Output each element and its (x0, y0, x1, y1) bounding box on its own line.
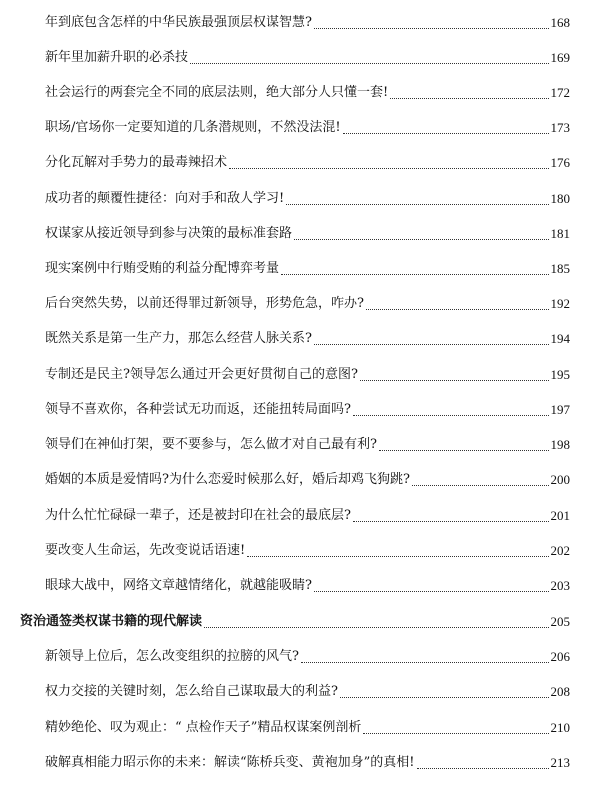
toc-entry[interactable] (45, 540, 570, 562)
toc-entry-page: 192 (550, 296, 570, 311)
toc-entry[interactable] (45, 505, 570, 527)
toc-entry-title: 分化瓦解对手势力的最毒辣招术 (45, 155, 228, 170)
toc-entry-page: 168 (550, 15, 570, 30)
toc-entry[interactable] (45, 328, 570, 350)
toc-entry-page: 197 (550, 402, 570, 417)
toc-entry-title: 社会运行的两套完全不同的底层法则，绝大部分人只懂一套! (45, 85, 389, 100)
toc-entry-page: 206 (550, 649, 570, 664)
toc-entry-title: 婚姻的本质是爱情吗?为什么恋爱时候那么好，婚后却鸡飞狗跳? (45, 472, 410, 487)
toc-entry-title: 年到底包含怎样的中华民族最强顶层权谋智慧? (45, 15, 312, 30)
toc-entry-title: 为什么忙忙碌碌一辈子，还是被封印在社会的最底层? (45, 508, 351, 523)
toc-entry-page: 203 (550, 578, 570, 593)
dot-leader (340, 697, 549, 698)
toc-entry-page: 194 (550, 331, 570, 346)
dot-leader (286, 204, 548, 205)
toc-entry-title: 既然关系是第一生产力，那怎么经营人脉关系? (45, 331, 312, 346)
toc-entry-title: 成功者的颠覆性捷径：向对手和敌人学习! (45, 191, 285, 206)
toc-entry-title: 领导不喜欢你，各种尝试无功而返，还能扭转局面吗? (45, 402, 351, 417)
toc-entry-page: 200 (550, 472, 570, 487)
dot-leader (343, 133, 549, 134)
dot-leader (417, 768, 549, 769)
toc-entry-page: 185 (550, 261, 570, 276)
dot-leader (314, 344, 549, 345)
toc-entry-title: 权力交接的关键时刻，怎么给自己谋取最大的利益? (45, 684, 338, 699)
toc-entry-title: 精妙绝伦、叹为观止：“ 点检作天子”精品权谋案例剖析 (45, 720, 362, 735)
dot-leader (301, 662, 549, 663)
toc-entry-page: 195 (550, 367, 570, 382)
toc-entry[interactable] (45, 117, 570, 139)
toc-entry[interactable] (45, 575, 570, 597)
toc-entry-title: 破解真相能力昭示你的未来：解读“陈桥兵变、黄袍加身”的真相! (45, 755, 415, 770)
toc-entry[interactable] (45, 82, 570, 104)
toc-entry-title: 新年里加薪升职的必杀技 (45, 50, 189, 65)
dot-leader (360, 380, 549, 381)
toc-entry-page: 201 (550, 508, 570, 523)
toc-entry-title: 新领导上位后，怎么改变组织的拉膀的风气? (45, 649, 299, 664)
toc-entry-title: 要改变人生命运，先改变说话语速! (45, 543, 246, 558)
toc-entry-page: 213 (550, 755, 570, 770)
toc-entry-page: 198 (550, 437, 570, 452)
toc-entry-page: 173 (550, 120, 570, 135)
toc-entry-page: 172 (550, 85, 570, 100)
toc-entry-title: 领导们在神仙打架，要不要参与，怎么做才对自己最有利? (45, 437, 377, 452)
toc-entry-page: 181 (550, 226, 570, 241)
toc-entry[interactable] (45, 12, 570, 34)
toc-entry-page: 180 (550, 191, 570, 206)
toc-section-heading[interactable] (20, 611, 570, 633)
toc-entry[interactable] (45, 223, 570, 245)
dot-leader (379, 450, 549, 451)
toc-entry[interactable] (45, 152, 570, 174)
dot-leader (314, 591, 549, 592)
toc-entry[interactable] (45, 434, 570, 456)
dot-leader (412, 485, 549, 486)
dot-leader (294, 239, 548, 240)
dot-leader (366, 309, 549, 310)
toc-entry-page: 205 (550, 614, 570, 629)
toc-entry-page: 210 (550, 720, 570, 735)
dot-leader (314, 28, 549, 29)
dot-leader (281, 274, 548, 275)
toc-entry-title: 职场/官场你一定要知道的几条潜规则，不然没法混! (45, 120, 341, 135)
toc-entry[interactable] (45, 364, 570, 386)
dot-leader (390, 98, 548, 99)
toc-entry-title: 现实案例中行贿受贿的利益分配博弈考量 (45, 261, 280, 276)
toc-entry-title: 专制还是民主?领导怎么通过开会更好贯彻自己的意图? (45, 367, 358, 382)
toc-entry[interactable] (45, 399, 570, 421)
toc-entry-title: 眼球大战中，网络文章越情绪化，就越能吸睛? (45, 578, 312, 593)
dot-leader (353, 521, 549, 522)
toc-entry[interactable] (45, 752, 570, 774)
toc-entry-title: 后台突然失势，以前还得罪过新领导，形势危急，咋办? (45, 296, 364, 311)
toc-entry-page: 169 (550, 50, 570, 65)
toc-entry[interactable] (45, 258, 570, 280)
toc-entry[interactable] (45, 717, 570, 739)
dot-leader (353, 415, 549, 416)
toc-entry-page: 202 (550, 543, 570, 558)
toc-entry[interactable] (45, 293, 570, 315)
toc-entry[interactable] (45, 681, 570, 703)
dot-leader (204, 627, 548, 628)
toc-entry-page: 176 (550, 155, 570, 170)
toc-entry-title: 权谋家从接近领导到参与决策的最标准套路 (45, 226, 293, 241)
dot-leader (190, 63, 548, 64)
toc-entry-page: 208 (550, 684, 570, 699)
dot-leader (247, 556, 548, 557)
toc-section-title: 资治通签类权谋书籍的现代解读 (20, 614, 203, 629)
toc-entry[interactable] (45, 47, 570, 69)
dot-leader (229, 168, 548, 169)
toc-entry[interactable] (45, 188, 570, 210)
dot-leader (363, 733, 548, 734)
toc-entry[interactable] (45, 469, 570, 491)
toc-entry[interactable] (45, 646, 570, 668)
